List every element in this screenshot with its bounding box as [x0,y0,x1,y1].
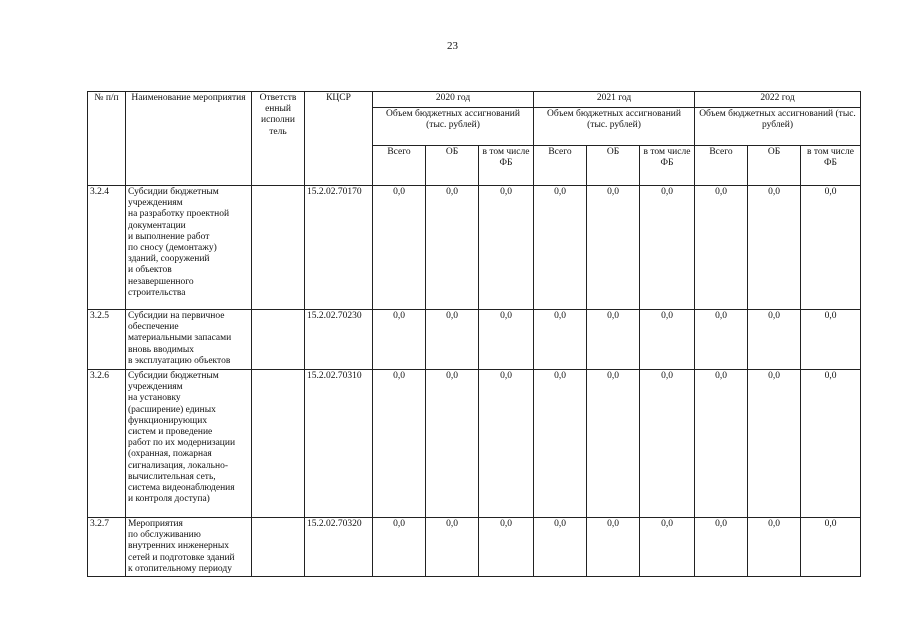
row-name-line: вычислительная сеть, [128,471,216,482]
row-value: 0,0 [479,310,534,370]
row-name-line: (охранная, пожарная [128,449,212,460]
header-fb-2022: в том числе ФБ [801,146,861,186]
header-ob-2022: ОБ [748,146,801,186]
row-value: 0,0 [801,186,861,310]
header-year-2020: 2020 год [373,92,534,108]
row-name-line: строительства [128,287,186,298]
row-name-line: на разработку проектной [128,209,230,220]
row-name-line: на установку [128,393,181,404]
row-name-line: к отопительному периоду [128,563,232,574]
table-body [88,186,861,577]
row-value: 0,0 [426,186,479,310]
row-name-line: вновь вводимых [128,344,194,355]
row-value: 0,0 [373,370,426,518]
row-name [126,310,252,370]
row-name-line: обеспечение [128,322,179,333]
row-value: 0,0 [534,310,587,370]
row-value: 0,0 [801,310,861,370]
table-row [88,310,861,370]
row-name-line: функционирующих [128,415,208,426]
row-name-line: незавершенного [128,276,194,287]
row-kcsr: 15.2.02.70170 [305,186,373,310]
row-name-line: Субсидии на первичное [128,311,225,321]
header-name: Наименование мероприятия [126,92,252,186]
row-responsible [252,518,305,577]
row-value: 0,0 [373,310,426,370]
row-value: 0,0 [748,370,801,518]
header-kcsr: КЦСР [305,92,373,186]
row-name-line: по обслуживанию [128,530,201,541]
row-value: 0,0 [426,370,479,518]
header-volume-2021: Объем бюджетных ассигнований (тыс. рублей) [534,108,695,146]
row-name-line: (расширение) единых [128,404,216,415]
row-value: 0,0 [373,186,426,310]
header-year-2022: 2022 год [695,92,861,108]
row-value: 0,0 [640,310,695,370]
row-value: 0,0 [748,310,801,370]
row-value: 0,0 [640,370,695,518]
row-value: 0,0 [587,518,640,577]
row-responsible [252,186,305,310]
table-row [88,370,861,518]
row-name-line: и контроля доступа) [128,494,210,505]
row-name-line: документации [128,220,186,231]
table-row [88,518,861,577]
row-value: 0,0 [534,186,587,310]
table-row [88,186,861,310]
row-value: 0,0 [748,518,801,577]
row-value: 0,0 [695,518,748,577]
row-name-line: Субсидии бюджетным [128,371,219,381]
row-name [126,518,252,577]
row-kcsr: 15.2.02.70310 [305,370,373,518]
row-value: 0,0 [587,370,640,518]
row-responsible [252,370,305,518]
row-value: 0,0 [373,518,426,577]
header-total-2020: Всего [373,146,426,186]
row-name [126,186,252,310]
row-index: 3.2.6 [88,370,126,518]
row-value: 0,0 [479,370,534,518]
header-year-2021: 2021 год [534,92,695,108]
row-value: 0,0 [695,310,748,370]
header-ob-2021: ОБ [587,146,640,186]
row-value: 0,0 [801,518,861,577]
row-value: 0,0 [801,370,861,518]
budget-table [87,91,861,577]
row-value: 0,0 [640,186,695,310]
row-kcsr: 15.2.02.70320 [305,518,373,577]
header-fb-2020: в том числе ФБ [479,146,534,186]
row-value: 0,0 [426,310,479,370]
header-ob-2020: ОБ [426,146,479,186]
header-fb-2021: в том числе ФБ [640,146,695,186]
row-name-line: и объектов [128,265,172,276]
row-name-line: сигнализация, локально- [128,460,228,471]
row-name-line: систем и проведение [128,427,213,438]
header-total-2021: Всего [534,146,587,186]
row-name-line: Мероприятия [128,519,183,529]
header-volume-2022: Объем бюджетных ассигнований (тыс. рублей) [695,108,861,146]
row-kcsr: 15.2.02.70230 [305,310,373,370]
row-name-line: система видеонаблюдения [128,483,235,494]
row-name-line: по сносу (демонтажу) [128,243,217,254]
row-value: 0,0 [587,186,640,310]
row-name-line: и выполнение работ [128,231,210,242]
row-value: 0,0 [534,370,587,518]
row-name-line: учреждениям [128,198,183,209]
row-value: 0,0 [640,518,695,577]
row-name-line: в эксплуатацию объектов [128,355,231,366]
row-value: 0,0 [748,186,801,310]
header-num: № п/п [88,92,126,186]
row-name-line: зданий, сооружений [128,254,210,265]
row-name [126,370,252,518]
row-index: 3.2.5 [88,310,126,370]
header-total-2022: Всего [695,146,748,186]
page-number: 23 [447,40,458,52]
row-value: 0,0 [479,518,534,577]
row-value: 0,0 [534,518,587,577]
row-index: 3.2.4 [88,186,126,310]
row-name-line: сетей и подготовке зданий [128,552,235,563]
row-name-line: материальными запасами [128,333,232,344]
row-value: 0,0 [695,186,748,310]
row-name-line: учреждениям [128,382,183,393]
row-value: 0,0 [426,518,479,577]
header-responsible: Ответств енный исполни тель [252,92,305,186]
row-index: 3.2.7 [88,518,126,577]
row-responsible [252,310,305,370]
row-name-line: Субсидии бюджетным [128,187,219,197]
row-value: 0,0 [479,186,534,310]
row-value: 0,0 [695,370,748,518]
row-name-line: внутренних инженерных [128,541,230,552]
header-volume-2020: Объем бюджетных ассигнований (тыс. рублей) [373,108,534,146]
row-name-line: работ по их модернизации [128,438,236,449]
row-value: 0,0 [587,310,640,370]
